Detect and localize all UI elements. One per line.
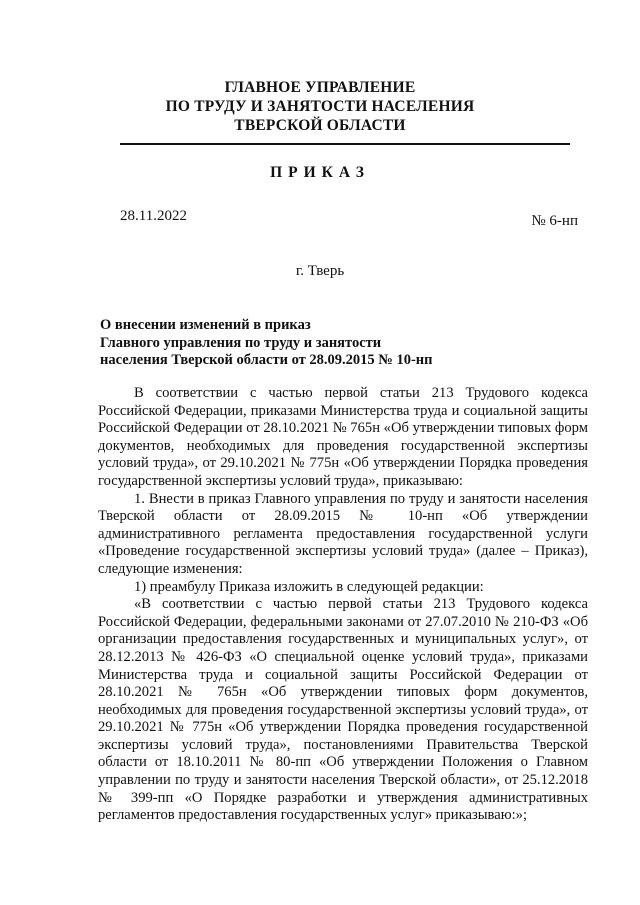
order-date: 28.11.2022 — [120, 208, 187, 224]
paragraph-subitem-1: 1) преамбулу Приказа изложить в следующей редакции: — [134, 578, 484, 595]
subject-line-1: О внесении изменений в приказ — [100, 317, 311, 333]
paragraph-preamble: В соответствии с частью первой статьи 213 Трудового кодекса Российской Федерации, приказами Министерства труда и социальной защиты Российской Федерации от 28.10.2021 № 765н «Об утверждении типовых форм документов, необходимых для проведения государственной экспертизы условий труда», от 29.10.2021 № 775н «Об утверждении Порядка проведения государственной экспертизы условий труда», приказываю: — [98, 385, 588, 489]
header-line-1: ГЛАВНОЕ УПРАВЛЕНИЕ — [224, 79, 416, 96]
header-line-3: ТВЕРСКОЙ ОБЛАСТИ — [234, 117, 406, 134]
city: г. Тверь — [295, 263, 345, 279]
organization-header — [0, 78, 640, 135]
subject-line-3: населения Тверской области от 28.09.2015 № 10-нп — [100, 352, 433, 368]
header-divider — [120, 143, 570, 145]
paragraph-item-1: 1. Внести в приказ Главного управления по труду и занятости населения Тверской области от 28.09.2015 № 10-нп «Об утверждении административного регламента предоставления государственной услуги «Проведение государственной экспертизы условий труда» (далее – Приказ), следующие изменения: — [98, 490, 588, 577]
paragraph-new-preamble: «В соответствии с частью первой статьи 213 Трудового кодекса Российской Федерации, федеральными законами от 27.07.2010 № 210-ФЗ «Об организации предоставления государственных и муниципальных услуг», от 28.12.2013 № 426-ФЗ «О специальной оценке условий труда», приказами Министерства труда и социальной защиты Российской Федерации от 28.10.2021 № 765н «Об утверждении типовых форм документов, необходимых для проведения государственной экспертизы условий труда», от 29.10.2021 № 775н «Об утверждении Порядка проведения государственной экспертизы условий труда», постановлениями Правительства Тверской области от 18.10.2011 № 80-пп «Об утверждении Положения о Главном управлении по труду и занятости населения Тверской области», от 25.12.2018 № 399-пп «О Порядке разработки и утверждения административных регламентов предоставления государственных услуг» приказываю:»; — [98, 596, 588, 824]
order-number: № 6-нп — [531, 213, 578, 229]
order-title: ПРИКАЗ — [270, 164, 370, 181]
order-subject — [100, 317, 433, 370]
header-line-2: ПО ТРУДУ И ЗАНЯТОСТИ НАСЕЛЕНИЯ — [165, 98, 475, 115]
order-body — [98, 385, 588, 825]
subject-line-2: Главного управления по труду и занятости — [100, 334, 382, 351]
